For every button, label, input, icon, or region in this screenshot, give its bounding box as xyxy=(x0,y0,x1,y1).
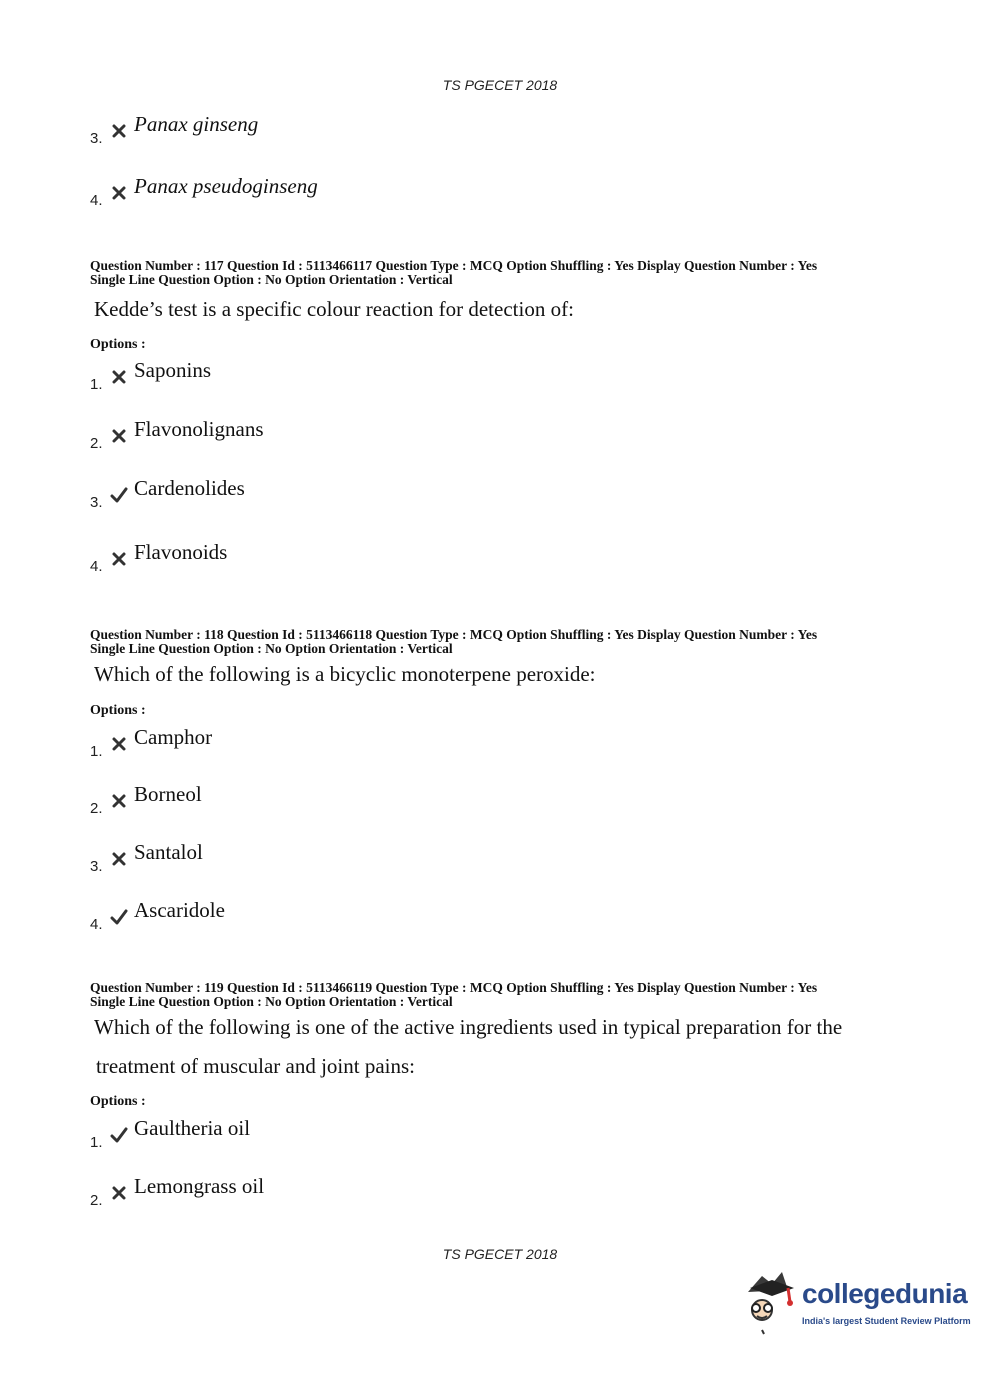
option-text: Saponins xyxy=(134,358,212,382)
page-footer: TS PGECET 2018 xyxy=(442,1246,558,1262)
option-1 xyxy=(90,725,690,765)
option-number: 1. xyxy=(90,743,103,760)
cross-icon xyxy=(110,550,128,568)
options-label: Options : xyxy=(90,337,146,352)
option-1 xyxy=(90,1116,690,1156)
question-meta-line2: Single Line Question Option : No Option Orientation : Vertical xyxy=(90,272,453,287)
question-meta-line2: Single Line Question Option : No Option Orientation : Vertical xyxy=(90,994,453,1009)
cross-icon xyxy=(110,792,128,810)
cross-icon xyxy=(110,735,128,753)
question-meta-line1: Question Number : 117 Question Id : 5113466117 Question Type : MCQ Option Shuffling : Yes Display Question Number : Yes xyxy=(90,258,818,273)
question-117-meta xyxy=(90,259,910,287)
option-number: 3. xyxy=(90,494,103,511)
option-number: 2. xyxy=(90,800,103,817)
option-text: Borneol xyxy=(134,782,202,806)
option-number: 2. xyxy=(90,435,103,452)
cross-icon xyxy=(110,850,128,868)
option-text: Flavonolignans xyxy=(134,417,264,441)
option-1 xyxy=(90,358,690,398)
option-2 xyxy=(90,417,690,457)
option-text: Camphor xyxy=(134,725,213,749)
options-label: Options : xyxy=(90,1094,146,1109)
question-meta-line2: Single Line Question Option : No Option Orientation : Vertical xyxy=(90,641,453,656)
cross-icon xyxy=(110,122,128,140)
cross-icon xyxy=(110,1184,128,1202)
option-number: 4. xyxy=(90,558,103,575)
option-number: 4. xyxy=(90,916,103,933)
options-label: Options : xyxy=(90,703,146,718)
option-4 xyxy=(90,540,690,580)
question-118-text: Which of the following is a bicyclic monoterpene peroxide: xyxy=(94,662,596,686)
page-header: TS PGECET 2018 xyxy=(442,77,558,93)
cross-icon xyxy=(110,427,128,445)
collegedunia-logo xyxy=(742,1270,972,1340)
question-117-text: Kedde’s test is a specific colour reaction for detection of: xyxy=(94,297,574,321)
question-118-meta xyxy=(90,628,910,656)
check-icon xyxy=(110,486,128,504)
option-text: Gaultheria oil xyxy=(134,1116,251,1140)
option-text: Panax ginseng xyxy=(134,112,259,136)
option-text: Lemongrass oil xyxy=(134,1174,265,1198)
option-number: 3. xyxy=(90,858,103,875)
option-text: Flavonoids xyxy=(134,540,228,564)
option-text: Cardenolides xyxy=(134,476,245,500)
check-icon xyxy=(110,1126,128,1144)
option-number: 1. xyxy=(90,376,103,393)
option-number: 2. xyxy=(90,1192,103,1209)
question-119-meta xyxy=(90,981,910,1009)
logo-wordmark: collegedunia xyxy=(802,1278,968,1309)
option-text: Santalol xyxy=(134,840,203,864)
option-text: Ascaridole xyxy=(134,898,225,922)
cross-icon xyxy=(110,368,128,386)
option-number: 1. xyxy=(90,1134,103,1151)
question-119-text-line2: treatment of muscular and joint pains: xyxy=(96,1054,415,1078)
check-icon xyxy=(110,908,128,926)
option-number: 3. xyxy=(90,130,103,147)
option-3 xyxy=(90,476,690,516)
option-2 xyxy=(90,782,690,822)
option-2 xyxy=(90,1174,690,1214)
cross-icon xyxy=(110,184,128,202)
option-text: Panax pseudoginseng xyxy=(134,174,318,198)
question-119-text-line1: Which of the following is one of the active ingredients used in typical preparation for the xyxy=(94,1015,843,1039)
mascot-icon xyxy=(742,1270,800,1338)
option-3 xyxy=(90,112,690,152)
option-3 xyxy=(90,840,690,880)
question-meta-line1: Question Number : 119 Question Id : 5113466119 Question Type : MCQ Option Shuffling : Yes Display Question Number : Yes xyxy=(90,980,818,995)
option-4 xyxy=(90,174,690,214)
logo-tagline: India's largest Student Review Platform xyxy=(802,1316,971,1326)
option-number: 4. xyxy=(90,192,103,209)
option-4 xyxy=(90,898,690,938)
question-meta-line1: Question Number : 118 Question Id : 5113466118 Question Type : MCQ Option Shuffling : Yes Display Question Number : Yes xyxy=(90,627,818,642)
